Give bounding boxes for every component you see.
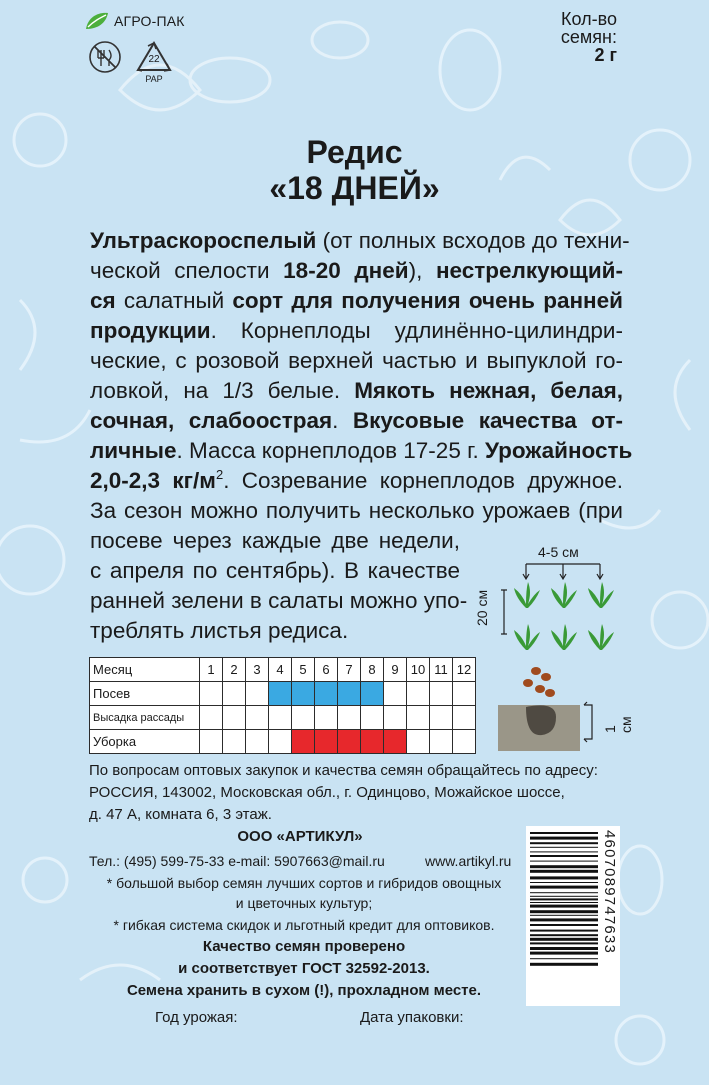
calendar-active-cell — [384, 730, 407, 754]
contact-phone-email: Тел.: (495) 599-75-33 e-mail: 5907663@mail.ru — [89, 853, 385, 869]
calendar-month: 5 — [292, 658, 315, 682]
description-segment: Вкусовые качества от- — [352, 408, 623, 433]
calendar-cell — [361, 706, 384, 730]
calendar-cell — [430, 706, 453, 730]
description-line — [90, 316, 623, 346]
barcode-bar — [530, 963, 598, 966]
recycle-label: PAP — [145, 74, 163, 84]
contact-line1: По вопросам оптовых закупок и качества семян обращайтесь по адресу: — [89, 762, 598, 779]
barcode-bar — [530, 870, 598, 873]
seed-quantity — [561, 10, 617, 64]
calendar-month: 2 — [223, 658, 246, 682]
note-assortment-line1: * большой выбор семян лучших сортов и гибридов овощных — [106, 875, 502, 891]
contact-line2: РОССИЯ, 143002, Московская обл., г. Одинцово, Можайское шоссе, — [89, 784, 565, 801]
description-segment: 2 — [215, 467, 224, 482]
calendar-active-cell — [269, 682, 292, 706]
calendar-header-row — [90, 658, 476, 682]
storage-instructions: Семена хранить в сухом (!), прохладном месте. — [126, 982, 482, 999]
product-title-line2: «18 ДНЕЙ» — [269, 170, 440, 206]
calendar-cell — [430, 682, 453, 706]
calendar-cell — [292, 706, 315, 730]
barcode-bar — [530, 855, 598, 857]
description-line — [90, 526, 460, 556]
calendar-month: 8 — [361, 658, 384, 682]
description-segment: Мякоть нежная, белая, — [354, 378, 624, 403]
note-discounts: * гибкая система скидок и льготный кредит для оптовиков. — [113, 917, 495, 933]
calendar-cell — [315, 706, 338, 730]
row-spacing-label: 4-5 см — [538, 544, 579, 560]
company-website: www.artikyl.ru — [425, 853, 512, 869]
description-segment: 2,0-2,3 кг/м — [90, 468, 216, 493]
barcode-bar — [530, 851, 598, 852]
description-line — [90, 256, 623, 286]
calendar-row-label: Уборка — [90, 730, 200, 754]
calendar-cell — [223, 682, 246, 706]
calendar-cell — [246, 730, 269, 754]
calendar-cell — [407, 730, 430, 754]
calendar-month: 10 — [407, 658, 430, 682]
calendar-cell — [384, 706, 407, 730]
barcode-bar — [530, 865, 598, 868]
not-for-food-icon — [88, 40, 122, 74]
description-line — [90, 556, 460, 586]
calendar-cell — [246, 706, 269, 730]
calendar-row-label: Посев — [90, 682, 200, 706]
calendar-cell — [269, 730, 292, 754]
barcode-bar — [530, 876, 598, 879]
description-segment: . Созревание корнеплодов дружное. — [223, 468, 624, 493]
planting-spacing-diagram — [470, 542, 630, 659]
description-segment: . Корнеплоды удлинённо-цилиндри- — [210, 318, 623, 343]
description-segment: посеве через каждые две недели, — [90, 528, 460, 553]
description-segment: ческой спелости — [90, 258, 284, 283]
description-segment: ловкой, на 1/3 белые. — [90, 378, 355, 403]
barcode-bar — [530, 938, 598, 941]
description-line — [90, 376, 623, 406]
barcode-bar — [530, 882, 598, 883]
calendar-active-cell — [361, 730, 384, 754]
calendar-header-label: Месяц — [90, 658, 200, 682]
barcode-bar — [530, 934, 598, 936]
sowing-depth-diagram — [498, 663, 634, 763]
barcode-digits: 4607089747633 — [601, 830, 618, 955]
barcode-bar — [530, 952, 598, 955]
barcode-bar — [530, 832, 598, 834]
barcode-bar — [530, 842, 598, 844]
description-segment: сорт для получения очень ранней — [232, 288, 623, 313]
barcode — [526, 826, 620, 1006]
barcode-bar — [530, 892, 598, 893]
harvest-year-label: Год урожая: — [155, 1009, 238, 1026]
barcode-bar — [530, 902, 598, 903]
product-title — [0, 134, 709, 206]
description-line — [90, 226, 630, 256]
calendar-month: 11 — [430, 658, 453, 682]
description-line — [90, 346, 623, 376]
barcode-bar — [530, 958, 598, 959]
quantity-label-line1: Кол-во — [561, 9, 617, 29]
description-segment: продукции — [90, 318, 211, 343]
calendar-active-cell — [315, 730, 338, 754]
calendar-active-cell — [315, 682, 338, 706]
description-segment: . Масса корнеплодов 17-25 г. — [176, 438, 486, 463]
barcode-bar — [530, 918, 598, 921]
calendar-active-cell — [361, 682, 384, 706]
product-title-line1: Редис — [306, 134, 403, 170]
calendar-cell — [453, 682, 476, 706]
calendar-row — [90, 682, 476, 706]
description-segment: сочная, слабоострая — [90, 408, 333, 433]
barcode-bar — [530, 905, 598, 908]
description-segment: . — [332, 408, 353, 433]
calendar-cell — [269, 706, 292, 730]
depth-label: 1 см — [602, 716, 634, 733]
description-segment: с апреля по сентябрь). В качестве — [90, 558, 460, 583]
description-segment: Урожайность — [485, 438, 633, 463]
barcode-bar — [530, 947, 598, 950]
description-line — [90, 436, 633, 466]
calendar-active-cell — [338, 730, 361, 754]
calendar-row — [90, 730, 476, 754]
calendar-cell — [453, 730, 476, 754]
barcode-bar — [530, 898, 598, 900]
barcode-bar — [530, 924, 598, 926]
calendar-month: 6 — [315, 658, 338, 682]
planting-calendar — [89, 657, 476, 754]
recycle-code: 22 — [148, 54, 160, 65]
barcode-bar — [530, 847, 598, 848]
calendar-month: 1 — [200, 658, 223, 682]
calendar-month: 7 — [338, 658, 361, 682]
description-segment: ), — [408, 258, 436, 283]
description-segment: За сезон можно получить несколько урожаев (при — [90, 498, 623, 523]
description-line — [90, 496, 623, 526]
calendar-month: 4 — [269, 658, 292, 682]
description-segment: ческие, с розовой верхней частью и выпуклой го- — [90, 348, 623, 373]
calendar-row-label: Высадка рассады — [90, 706, 200, 730]
note-assortment-line2: и цветочных культур; — [235, 895, 373, 911]
calendar-cell — [384, 682, 407, 706]
calendar-cell — [223, 730, 246, 754]
calendar-cell — [246, 682, 269, 706]
calendar-active-cell — [292, 730, 315, 754]
calendar-cell — [200, 730, 223, 754]
quantity-label-line2: семян: — [560, 27, 617, 47]
description-segment: ся — [90, 288, 116, 313]
calendar-cell — [453, 706, 476, 730]
quality-line2: и соответствует ГОСТ 32592-2013. — [178, 960, 430, 977]
description-line — [90, 406, 623, 436]
calendar-cell — [200, 682, 223, 706]
calendar-active-cell — [338, 682, 361, 706]
description-segment: Ультраскороспелый — [90, 228, 317, 253]
recycle-symbol — [134, 40, 174, 86]
calendar-cell — [430, 730, 453, 754]
description-line — [90, 616, 460, 646]
calendar-month: 3 — [246, 658, 269, 682]
description-segment: 18-20 дней — [283, 258, 409, 283]
description-segment: ранней зелени в салаты можно упо- — [90, 588, 468, 613]
contact-line3: д. 47 А, комната 6, 3 этаж. — [89, 806, 272, 823]
barcode-bar — [530, 861, 598, 862]
description-segment: личные — [90, 438, 177, 463]
barcode-bar — [530, 886, 598, 889]
quantity-value: 2 г — [594, 45, 617, 65]
calendar-cell — [407, 706, 430, 730]
barcode-bar — [530, 915, 598, 916]
calendar-month: 9 — [384, 658, 407, 682]
brand-logo — [84, 11, 185, 31]
company-name: ООО «АРТИКУЛ» — [237, 828, 363, 845]
packing-date-label: Дата упаковки: — [360, 1009, 464, 1026]
description-segment: треблять листья редиса. — [90, 618, 349, 643]
barcode-bar — [530, 896, 598, 897]
description-line — [90, 586, 468, 616]
calendar-row — [90, 706, 476, 730]
barcode-bar — [530, 837, 598, 840]
calendar-cell — [200, 706, 223, 730]
calendar-cell — [338, 706, 361, 730]
leaf-logo-icon — [84, 11, 110, 31]
barcode-bar — [530, 930, 598, 932]
description-segment: (от полных всходов до техни- — [316, 228, 630, 253]
calendar-month: 12 — [453, 658, 476, 682]
brand-name: АГРО-ПАК — [114, 13, 185, 29]
row-distance-label: 20 см — [474, 589, 490, 626]
barcode-bar — [530, 942, 598, 944]
calendar-active-cell — [292, 682, 315, 706]
description-segment: салатный — [115, 288, 233, 313]
calendar-cell — [223, 706, 246, 730]
description-segment: нестрелкующий- — [435, 258, 623, 283]
description-line — [90, 466, 623, 496]
package-symbols — [88, 40, 174, 86]
barcode-bar — [530, 910, 598, 913]
quality-line1: Качество семян проверено — [202, 938, 406, 955]
calendar-cell — [407, 682, 430, 706]
description-line — [90, 286, 623, 316]
seed-depth-icon — [498, 663, 618, 758]
